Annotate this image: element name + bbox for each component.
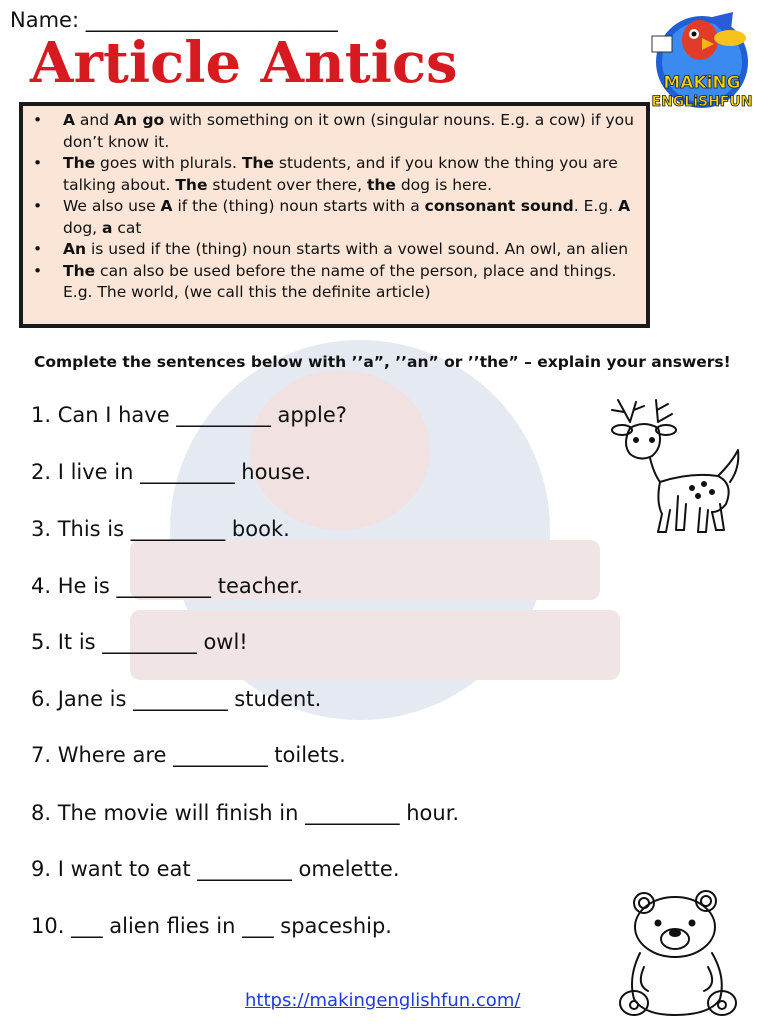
rules-box — [19, 102, 650, 328]
rule-text: with something on it own (singular nouns. E.g. a cow) if you don’t know it. — [63, 111, 634, 151]
rule-item — [63, 196, 636, 239]
rule-text: student over there, — [207, 175, 367, 194]
question-3: 3. This is _________ book. — [31, 517, 290, 541]
page-title: Article Antics — [30, 30, 458, 96]
rule-text: if the (thing) noun starts with a — [172, 197, 425, 215]
rule-bold-text: A — [63, 111, 75, 129]
rule-bold-text: consonant sound — [424, 197, 574, 215]
question-5: 5. It is _________ owl! — [31, 630, 248, 654]
rule-bold-text: An go — [114, 111, 165, 129]
making-english-fun-logo — [638, 8, 766, 112]
question-4: 4. He is _________ teacher. — [31, 574, 303, 598]
question-10: 10. ___ alien flies in ___ spaceship. — [31, 914, 392, 938]
rule-item — [63, 261, 636, 304]
website-link[interactable]: https://makingenglishfun.com/ — [245, 990, 521, 1011]
rule-bold-text: An — [63, 240, 87, 258]
rule-text: . E.g. — [573, 197, 619, 215]
logo-text-line2: ENGLiSHFUN — [651, 94, 753, 110]
rule-bold-text: The — [63, 261, 96, 280]
rule-text: cat — [112, 218, 142, 237]
rule-text: is used if the (thing) noun starts with a vowel sound. An owl, an alien — [86, 240, 629, 258]
question-6: 6. Jane is _________ student. — [31, 687, 322, 711]
question-8: 8. The movie will finish in _________ hour. — [31, 801, 460, 825]
rule-bold-text: The — [241, 154, 274, 172]
rule-text: can also be used before the name of the person, place and things. E.g. The world, (we call this the definite article) — [63, 261, 617, 301]
rule-text: students, and if you know the thing you are talking about. — [63, 154, 618, 194]
instruction-text: Complete the sentences below with ’’a”, ’’an” or ’’the” – explain your answers! — [34, 353, 731, 371]
deer-illustration — [600, 392, 745, 542]
rule-item — [63, 153, 636, 196]
question-2: 2. I live in _________ house. — [31, 460, 312, 484]
rule-bold-text: The — [63, 154, 96, 172]
rule-text: dog is here. — [395, 175, 493, 194]
rule-bold-text: A — [160, 197, 173, 215]
question-1: 1. Can I have _________ apple? — [31, 403, 347, 427]
rule-text: We also use — [63, 197, 161, 215]
rule-item — [63, 239, 636, 261]
rule-bold-text: The — [175, 175, 208, 194]
rule-text: dog, — [63, 218, 103, 237]
rule-text: goes with plurals. — [95, 154, 242, 172]
rule-text: and — [75, 111, 115, 129]
question-7: 7. Where are _________ toilets. — [31, 743, 346, 767]
rule-bold-text: the — [366, 175, 396, 194]
rule-bold-text: A — [618, 197, 631, 215]
rules-list — [23, 106, 646, 304]
name-field-label: Name: ________________________ — [10, 8, 338, 32]
logo-text-line1: MAKiNG — [663, 73, 741, 93]
question-9: 9. I want to eat _________ omelette. — [31, 857, 400, 881]
rule-bold-text: a — [102, 218, 113, 237]
rule-item — [63, 110, 636, 153]
bear-illustration — [614, 887, 748, 1019]
